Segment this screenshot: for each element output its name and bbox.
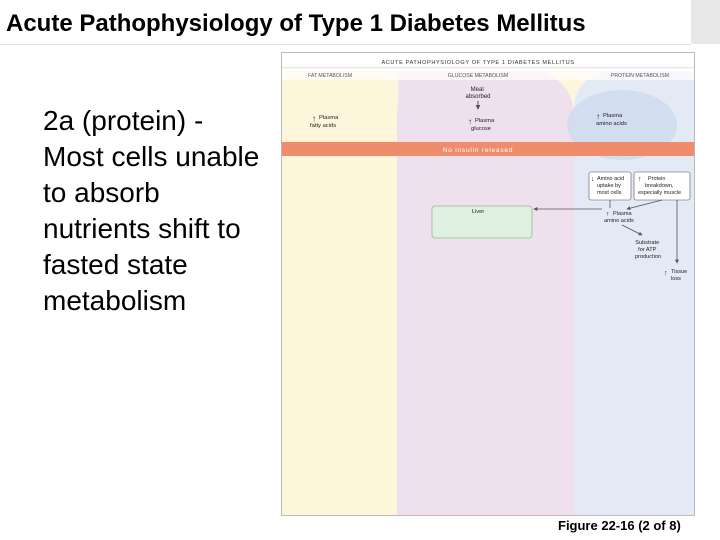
no-insulin-label: No insulin released [442,147,514,154]
pathophysiology-figure [281,52,695,516]
protein-breakdown-line-1: Protein [648,176,666,182]
liver-label: Liver [471,209,485,215]
substrate-atp-line-2: for ATP [638,247,657,253]
protein-breakdown-line-3: especially muscle [638,190,682,196]
meal-absorbed-line-2: absorbed [465,94,491,100]
tissue-loss-up-arrow: ↑ [664,270,668,277]
substrate-atp-label [635,240,661,260]
figure-caption: Figure 22-16 (2 of 8) [558,518,681,533]
plasma-glucose-line-1: Plasma [475,118,495,124]
protein-column-label: PROTEIN METABOLISM [610,73,670,79]
substrate-atp-line-1: Substrate [635,240,660,246]
tissue-loss-line-1: Tissue [671,269,688,275]
amino-acids-mid-up-arrow: ↑ [606,211,610,218]
plasma-amino-acids-mid-line-2: amino acids [604,218,634,224]
glucose-column-bg [397,71,574,515]
breakdown-up-arrow: ↑ [638,176,642,183]
slide-body-text: 2a (protein) - Most cells unable to absorb nutrients shift to fasted state metabolism [43,105,260,316]
fat-column-label: FAT METABOLISM [307,73,353,79]
amino-acids-up-arrow: ↑ [596,112,600,121]
glucose-column-label: GLUCOSE METABOLISM [447,73,509,79]
plasma-glucose-line-2: glucose [471,126,491,132]
plasma-amino-acids-top-line-2: amino acids [596,121,627,127]
amino-acid-uptake-line-2: uptake by [597,183,621,189]
title-shadow [691,0,720,44]
substrate-atp-line-3: production [634,254,662,260]
protein-breakdown-line-2: breakdown, [645,183,674,189]
uptake-down-arrow: ↓ [591,176,595,183]
meal-absorbed-line-1: Meal [470,87,484,93]
plasma-amino-acids-top-line-1: Plasma [603,113,623,119]
amino-acid-uptake-line-1: Amino acid [597,176,625,182]
glucose-up-arrow: ↑ [468,117,472,126]
figure-diagram [282,53,694,515]
tissue-loss-line-2: loss [671,276,681,282]
slide-title: Acute Pathophysiology of Type 1 Diabetes Mellitus [6,10,586,37]
plasma-amino-acids-mid-line-1: Plasma [613,211,632,217]
amino-acid-uptake-line-3: most cells [597,190,622,196]
title-bar [0,0,691,45]
fatty-acids-up-arrow: ↑ [312,114,316,123]
plasma-fatty-acids-line-1: Plasma [319,115,339,121]
figure-header: ACUTE PATHOPHYSIOLOGY OF TYPE 1 DIABETES MELLITUS [381,60,575,66]
amino-acid-uptake-label [597,176,626,196]
plasma-fatty-acids-line-2: fatty acids [310,123,337,129]
